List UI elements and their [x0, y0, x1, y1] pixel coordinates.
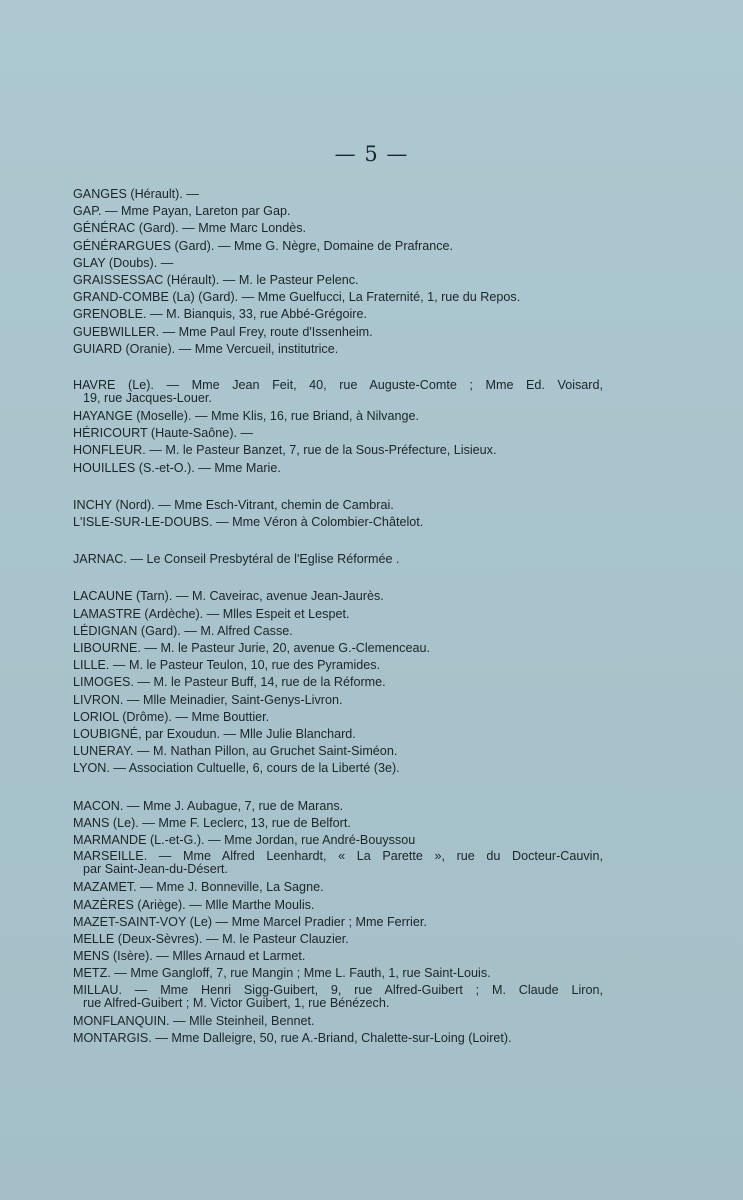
entry-text: MENS (Isère). — Mlles Arnaud et Larmet.: [73, 949, 306, 964]
entry-text: MILLAU. — Mme Henri Sigg-Guibert, 9, rue Alfred-Guibert ; M. Claude Liron,: [73, 982, 603, 997]
entry-text: MARSEILLE. — Mme Alfred Leenhardt, « La Parette », rue du Docteur-Cauvin,: [73, 849, 603, 864]
entry-text: JARNAC. — Le Conseil Presbytéral de l'Eglise Réformée .: [73, 552, 400, 567]
entry-continuation: rue Alfred-Guibert ; M. Victor Guibert, 1, rue Bénézech.: [83, 995, 390, 1010]
directory-entry: [73, 832, 613, 849]
directory-entry: [73, 272, 613, 289]
entry-group-l: [73, 588, 613, 777]
directory-entry: [73, 306, 613, 323]
entry-text: GANGES (Hérault). —: [73, 187, 199, 201]
entry-text: GAP. — Mme Payan, Lareton par Gap.: [73, 204, 291, 219]
entry-text: GÉNÉRAC (Gard). — Mme Marc Londès.: [73, 221, 307, 236]
page-number: — 5 —: [334, 142, 409, 166]
entry-continuation: par Saint-Jean-du-Désert.: [83, 862, 228, 877]
directory-entry: [73, 948, 613, 965]
entry-group-i: [73, 497, 613, 531]
entry-text: GRENOBLE. — M. Bianquis, 33, rue Abbé-Grégoire.: [73, 307, 367, 322]
directory-entry: [73, 983, 603, 1010]
entry-text: LYON. — Association Cultuelle, 6, cours de la Liberté (3e).: [73, 761, 400, 776]
entry-text: LAMASTRE (Ardèche). — Mlles Espeit et Lespet.: [73, 606, 350, 621]
directory-entry: [73, 203, 613, 220]
entry-text: GRAND-COMBE (La) (Gard). — Mme Guelfucci, La Fraternité, 1, rue du Repos.: [73, 290, 521, 305]
entry-group-g: [73, 186, 613, 358]
entry-text: MAZAMET. — Mme J. Bonneville, La Sagne.: [73, 880, 324, 895]
entry-text: HONFLEUR. — M. le Pasteur Banzet, 7, rue de la Sous-Préfecture, Lisieux.: [73, 443, 497, 458]
entry-text: MONTARGIS. — Mme Dalleigre, 50, rue A.-Briand, Chalette-sur-Loing (Loiret).: [73, 1030, 512, 1045]
entry-group-h: [73, 378, 613, 477]
entry-text: GRAISSESSAC (Hérault). — M. le Pasteur Pelenc.: [73, 273, 359, 288]
entry-text: LOUBIGNÉ, par Exoudun. — Mlle Julie Blanchard.: [73, 727, 356, 742]
directory-entry: [73, 341, 613, 358]
directory-entry: [73, 1013, 613, 1030]
entry-text: LORIOL (Drôme). — Mme Bouttier.: [73, 709, 270, 724]
entry-text: LIMOGES. — M. le Pasteur Buff, 14, rue de la Réforme.: [73, 675, 386, 690]
directory-entry: [73, 514, 613, 531]
entry-text: MARMANDE (L.-et-G.). — Mme Jordan, rue André-Bouyssou: [73, 833, 416, 848]
directory-entry: [73, 623, 613, 640]
entry-text: HAVRE (Le). — Mme Jean Feit, 40, rue Auguste-Comte ; Mme Ed. Voisard,: [73, 378, 603, 393]
entry-group-j: [73, 551, 613, 568]
entry-text: GUEBWILLER. — Mme Paul Frey, route d'Issenheim.: [73, 324, 373, 339]
entry-text: LIBOURNE. — M. le Pasteur Jurie, 20, avenue G.-Clemenceau.: [73, 641, 430, 656]
directory-entry: [73, 588, 613, 605]
directory-entry: [73, 186, 613, 203]
directory-entry: [73, 255, 613, 272]
directory-entry: [73, 551, 613, 568]
entry-text: INCHY (Nord). — Mme Esch-Vitrant, chemin de Cambrai.: [73, 497, 394, 512]
directory-entry: [73, 220, 613, 237]
directory-entry: [73, 425, 613, 442]
entry-text: GÉNÉRARGUES (Gard). — Mme G. Nègre, Domaine de Prafrance.: [73, 238, 454, 253]
directory-entry: [73, 760, 613, 777]
entry-text: LÉDIGNAN (Gard). — M. Alfred Casse.: [73, 623, 293, 638]
directory-entry: [73, 726, 613, 743]
directory-entry: [73, 798, 613, 815]
entry-text: GUIARD (Oranie). — Mme Vercueil, institutrice.: [73, 341, 339, 356]
directory-entry: [73, 657, 613, 674]
directory-entry: [73, 692, 613, 709]
directory-entry: [73, 914, 613, 931]
entry-text: HÉRICOURT (Haute-Saône). —: [73, 426, 254, 441]
directory-entry: [73, 897, 613, 914]
directory-entry: [73, 931, 613, 948]
directory-entry: [73, 460, 613, 477]
directory-entry: [73, 879, 613, 896]
directory-entry: [73, 709, 613, 726]
directory-entry: [73, 497, 613, 514]
directory-entry: [73, 442, 613, 459]
directory-entry: [73, 674, 613, 691]
entry-text: MANS (Le). — Mme F. Leclerc, 13, rue de Belfort.: [73, 815, 351, 830]
entry-text: MACON. — Mme J. Aubague, 7, rue de Marans.: [73, 798, 344, 813]
directory-entry: [73, 1030, 613, 1047]
directory-entry: [73, 815, 613, 832]
entry-text: HAYANGE (Moselle). — Mme Klis, 16, rue Briand, à Nilvange.: [73, 409, 419, 424]
directory-entry: [73, 743, 613, 760]
directory-entry: [73, 289, 613, 306]
directory-entry: [73, 849, 603, 876]
entry-text: METZ. — Mme Gangloff, 7, rue Mangin ; Mme L. Fauth, 1, rue Saint-Louis.: [73, 966, 491, 981]
entry-text: LUNERAY. — M. Nathan Pillon, au Gruchet Saint-Siméon.: [73, 744, 398, 759]
directory-entries: [73, 186, 613, 1047]
entry-text: MAZÈRES (Ariège). — Mlle Marthe Moulis.: [73, 897, 315, 912]
directory-entry: [73, 378, 603, 405]
directory-entry: [73, 606, 613, 623]
directory-entry: [73, 238, 613, 255]
entry-text: MELLE (Deux-Sèvres). — M. le Pasteur Clauzier.: [73, 931, 349, 946]
entry-text: HOUILLES (S.-et-O.). — Mme Marie.: [73, 460, 281, 475]
directory-entry: [73, 640, 613, 657]
entry-text: MONFLANQUIN. — Mlle Steinheil, Bennet.: [73, 1013, 315, 1028]
directory-entry: [73, 324, 613, 341]
entry-text: LILLE. — M. le Pasteur Teulon, 10, rue des Pyramides.: [73, 658, 381, 673]
entry-group-m: [73, 798, 613, 1047]
directory-entry: [73, 408, 613, 425]
entry-text: LIVRON. — Mlle Meinadier, Saint-Genys-Livron.: [73, 692, 343, 707]
directory-entry: [73, 965, 613, 982]
entry-text: L'ISLE-SUR-LE-DOUBS. — Mme Véron à Colombier-Châtelot.: [73, 515, 424, 530]
entry-text: LACAUNE (Tarn). — M. Caveirac, avenue Jean-Jaurès.: [73, 589, 384, 604]
entry-continuation: 19, rue Jacques-Louer.: [83, 391, 212, 406]
entry-text: MAZET-SAINT-VOY (Le) — Mme Marcel Pradier ; Mme Ferrier.: [73, 914, 427, 929]
entry-text: GLAY (Doubs). —: [73, 255, 174, 270]
